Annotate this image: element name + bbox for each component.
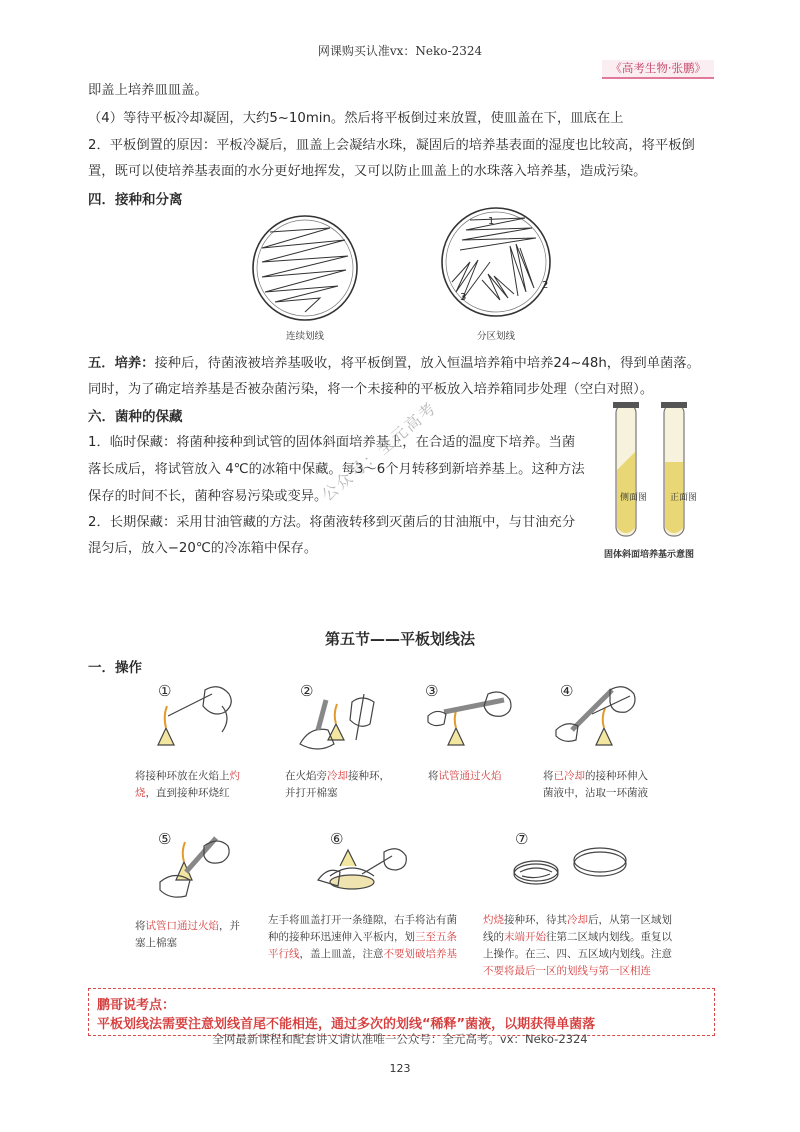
- page-number: 123: [389, 1062, 411, 1075]
- zone-number: 2: [542, 280, 549, 291]
- dish-label: 连续划线: [285, 331, 324, 342]
- text-line: 同时，为了确定培养基是否被杂菌污染，将一个未接种的平板放入培养箱同步处理（空白对照）。: [88, 382, 654, 397]
- step3-illustration: [428, 692, 511, 745]
- section-heading: 四．接种和分离: [88, 192, 183, 208]
- side-watermark: 公众号：全元高考: [317, 397, 441, 505]
- section-title: 第五节——平板划线法: [324, 630, 475, 648]
- step-number: ③: [425, 682, 439, 700]
- step-caption-2: 在火焰旁冷却接种环， 并打开棉塞: [285, 770, 390, 799]
- step-number: ⑥: [330, 830, 344, 848]
- header-tag: 《高考生物·张鹏》: [602, 60, 714, 79]
- step-caption-4: 将已冷却的接种环伸入 菌液中，沾取一环菌液: [543, 770, 648, 799]
- text-line: 2．平板倒置的原因：平板冷凝后，皿盖上会凝结水珠，凝固后的培养基表面的湿度也比较高，将平板倒: [88, 138, 695, 153]
- text-line: 即盖上培养皿皿盖。: [88, 83, 208, 98]
- step-number: ①: [158, 682, 172, 700]
- step2-illustration: [300, 694, 374, 749]
- text-line: 混匀后，放入−20℃的冷冻箱中保存。: [88, 541, 318, 556]
- zone-number: 3: [460, 292, 467, 303]
- step-number: ②: [300, 682, 314, 700]
- step-caption-5: 将试管口通过火焰，并 塞上棉塞: [135, 920, 240, 949]
- step-caption-1: 将接种环放在火焰上灼 烧，直到接种环烧红: [135, 770, 240, 799]
- text-line: 置，既可以使培养基表面的水分更好地挥发，又可以防止皿盖上的水珠落入培养基，造成污染。: [88, 164, 647, 179]
- text-line: （4）等待平板冷却凝固，大约5~10min。然后将平板倒过来放置，使皿盖在下，皿底在上: [88, 111, 624, 126]
- tip-title: 鹏哥说考点：: [97, 998, 176, 1013]
- text-line: 2．长期保藏：采用甘油管藏的方法。将菌液转移到灭菌后的甘油瓶中，与甘油充分: [88, 515, 576, 530]
- step7-illustration: [514, 848, 626, 884]
- tube-label: 侧面图: [620, 493, 648, 503]
- section-heading: 五．培养：: [88, 356, 155, 371]
- dish-label: 分区划线: [476, 331, 515, 342]
- step-caption-3: 将试管通过火焰: [428, 770, 502, 782]
- text-line: 接种后，待菌液被培养基吸收，将平板倒置，放入恒温培养箱中培养24~48h，得到单菌落。: [154, 356, 700, 371]
- text-line: 落长成后，将试管放入 4℃的冰箱中保藏。每3～6个月转移到新培养基上。这种方法: [88, 462, 585, 477]
- bottom-watermark: 全网最新课程和配套讲义请认准唯一公众号：全元高考。vx：Neko-2324: [212, 1032, 588, 1046]
- zone-number: 1: [488, 216, 495, 227]
- step-caption-6: 左手将皿盖打开一条缝隙，右手将沾有菌 种的接种环迅速伸入平板内，划三至五条 平行线，盖上皿盖，注意不要划破培养基: [268, 914, 457, 960]
- step-number: ⑤: [158, 830, 172, 848]
- watermark-top: 网课购买认准vx：Neko-2324: [317, 44, 483, 58]
- step-number: ④: [560, 682, 574, 700]
- operation-heading: 一．操作: [88, 660, 142, 676]
- step-number: ⑦: [515, 830, 529, 848]
- tube-label: 正面图: [670, 493, 698, 503]
- step6-illustration: [318, 849, 406, 889]
- text-line: 保存的时间不长，菌种容易污染或变异。: [88, 489, 328, 504]
- section-heading: 六．菌种的保藏: [88, 409, 183, 425]
- step-caption-7: 灼烧接种环，待其冷却后，从第一区域划 线的末端开始往第二区域内划线。重复以 上操作。在三、四、五区域内划线。注意 不要将最后一区的划线与第一区相连: [483, 914, 672, 977]
- tip-text: 平板划线法需要注意划线首尾不能相连，通过多次的划线“稀释”菌液，以期获得单菌落: [97, 1017, 596, 1032]
- text-line: 1．临时保藏：将菌种接种到试管的固体斜面培养基上，在合适的温度下培养。当菌: [88, 435, 576, 450]
- tube-caption: 固体斜面培养基示意图: [604, 550, 695, 560]
